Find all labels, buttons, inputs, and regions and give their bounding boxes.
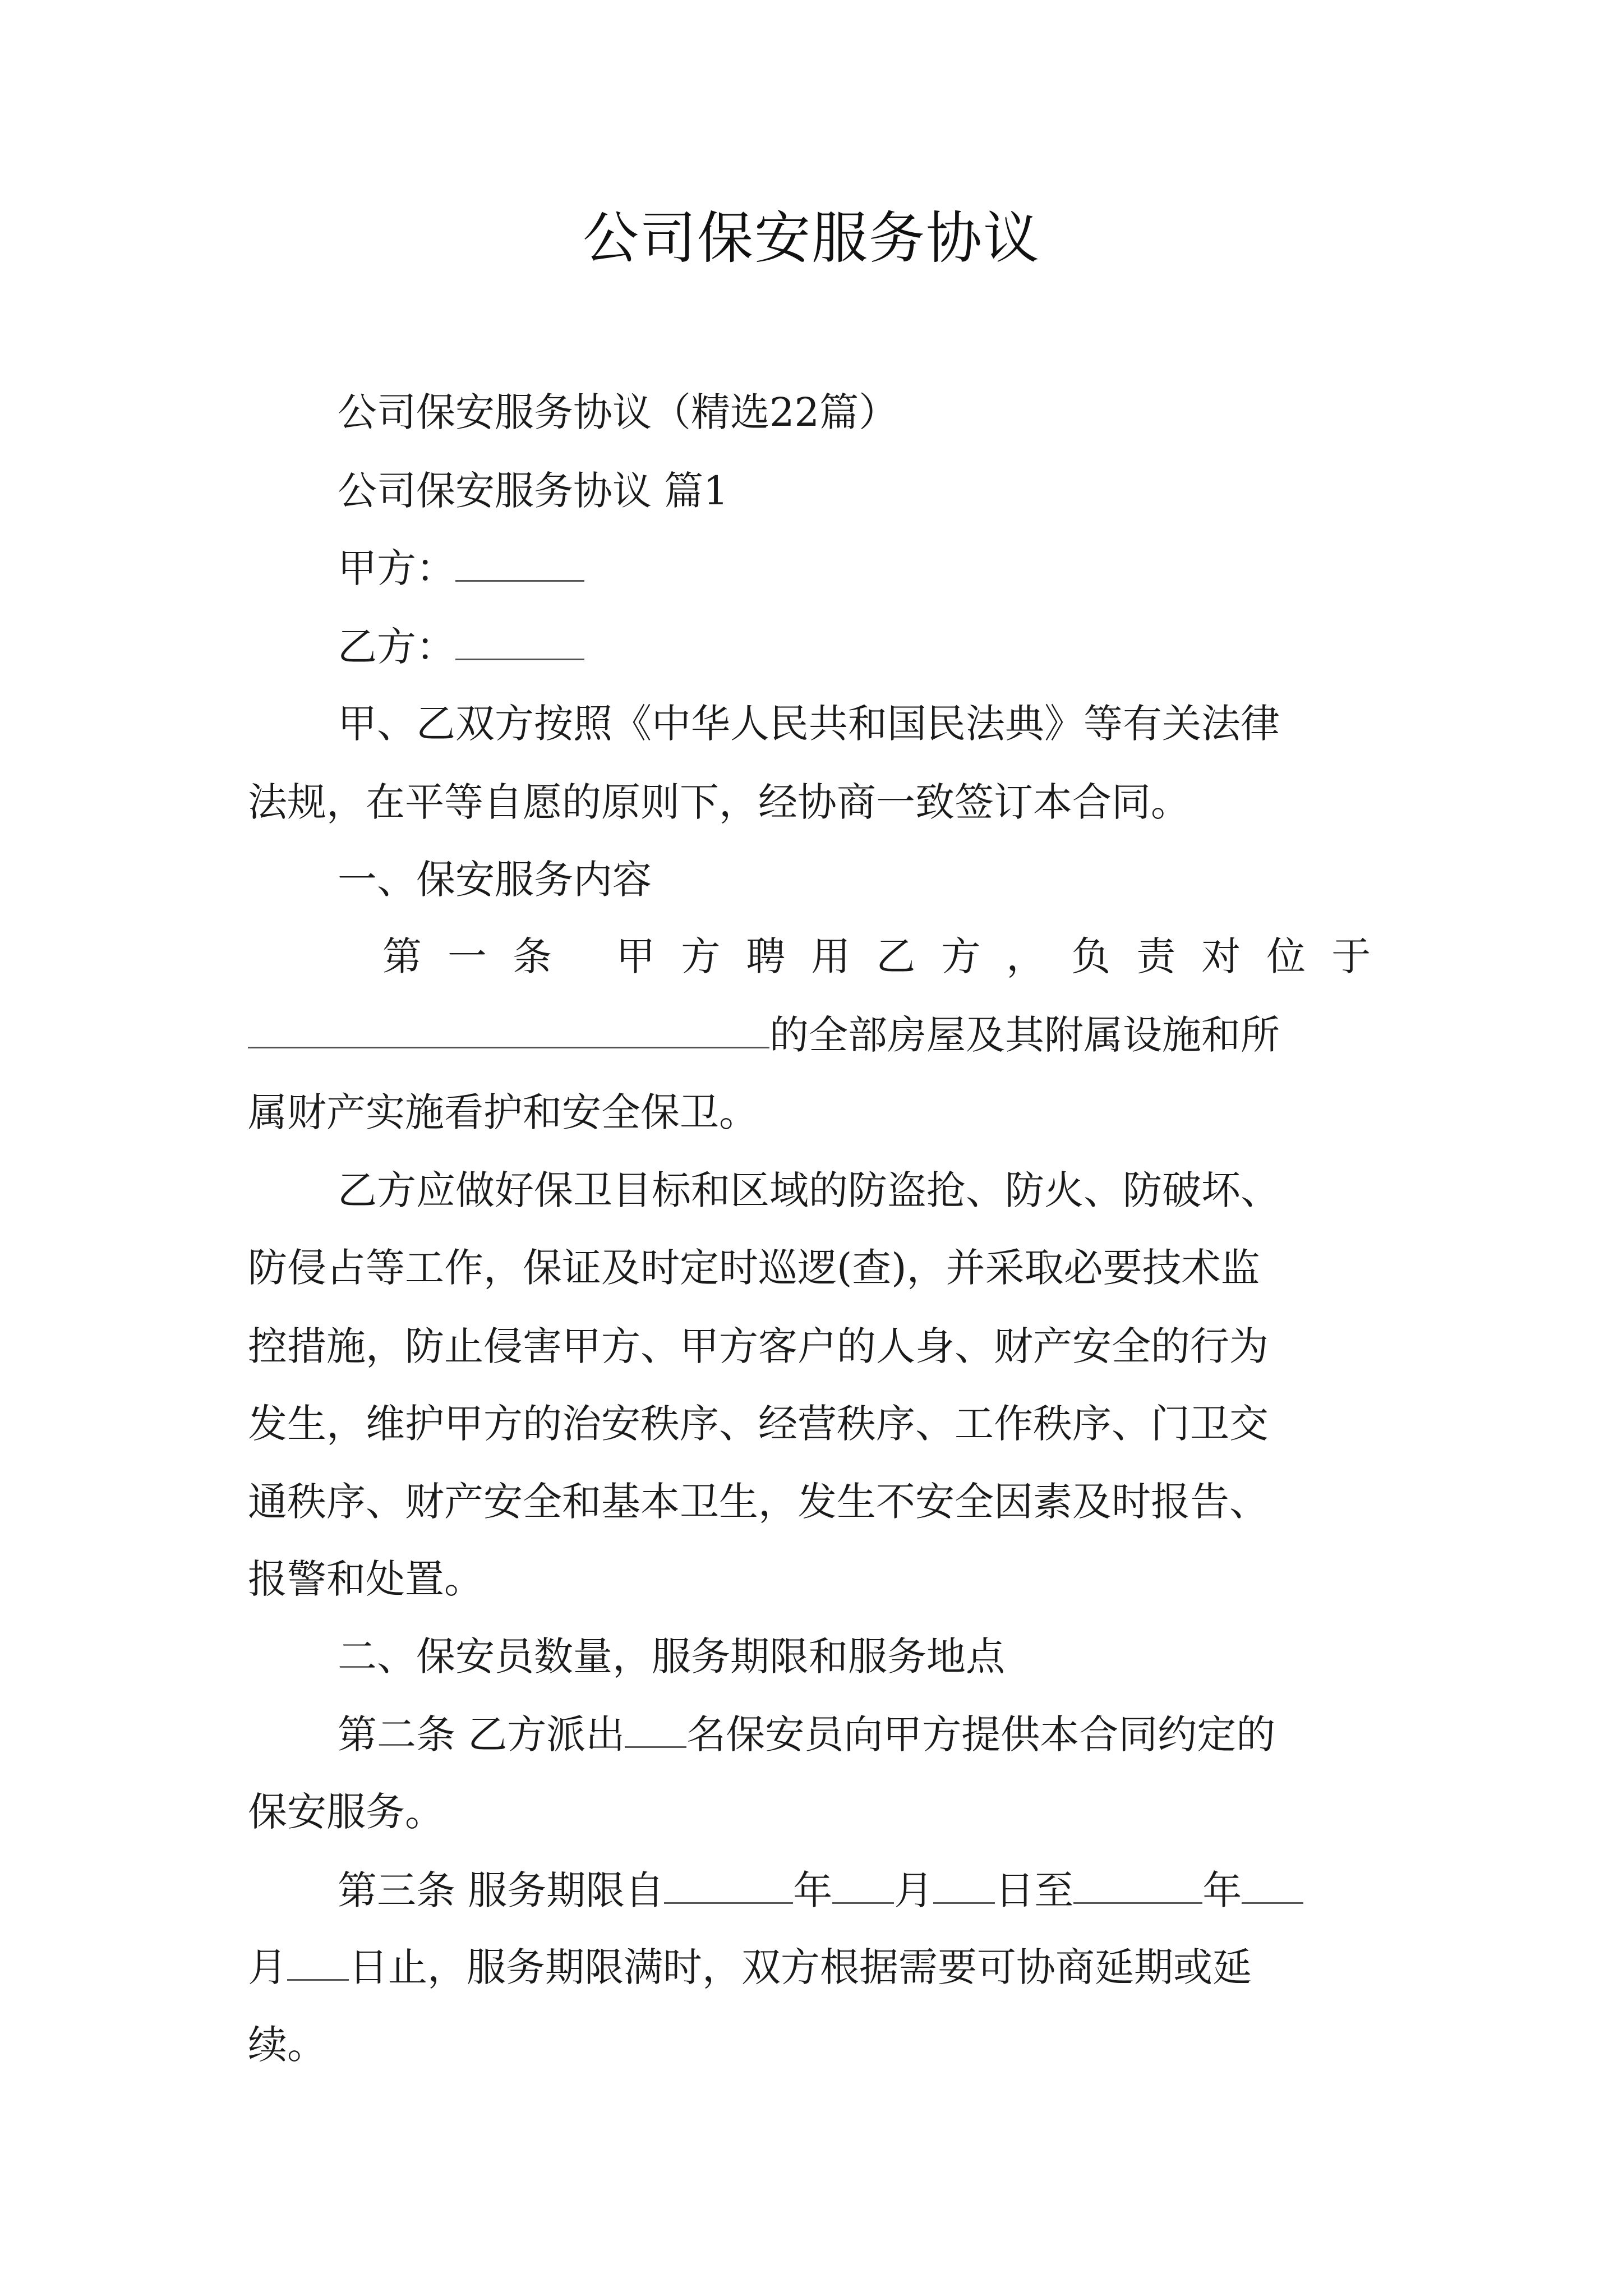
intro-line-1: 甲、乙双方按照《中华人民共和国民法典》等有关法律 xyxy=(338,701,1280,747)
section-heading: 公司保安服务协议 篇1 xyxy=(338,468,728,514)
party-a-blank xyxy=(455,546,584,582)
start-month-label: 月 xyxy=(894,1867,934,1913)
end-month-label: 月 xyxy=(248,1944,287,1990)
article-3-line-2-text: 日止，服务期限满时，双方根据需要可协商延期或延 xyxy=(349,1944,1252,1990)
end-month-blank xyxy=(1242,1869,1303,1904)
end-year-blank xyxy=(1073,1869,1202,1904)
article-1-line-2-text: 的全部房屋及其附属设施和所 xyxy=(769,1012,1280,1058)
party-b-line xyxy=(338,622,584,672)
article-2-line-2: 保安服务。 xyxy=(248,1789,444,1835)
article-3-line-1 xyxy=(338,1865,1303,1916)
article-2-line-1 xyxy=(338,1709,1275,1760)
article-3-line-2 xyxy=(248,1942,1252,1993)
party-a-line xyxy=(338,543,584,593)
paragraph-2-line-1: 乙方应做好保卫目标和区域的防盗抢、防火、防破坏、 xyxy=(338,1167,1280,1213)
document-title: 公司保安服务协议 xyxy=(583,205,1040,271)
paragraph-2-line-6: 报警和处置。 xyxy=(248,1556,483,1602)
party-a-label: 甲方： xyxy=(338,545,455,591)
article-3-text-a: 第三条 服务期限自 xyxy=(338,1867,665,1913)
paragraph-2-line-2: 防侵占等工作，保证及时定时巡逻(查)，并采取必要技术监 xyxy=(248,1245,1260,1291)
article-1-line-3: 属财产实施看护和安全保卫。 xyxy=(248,1089,758,1135)
paragraph-2-line-5: 通秩序、财产安全和基本卫生，发生不安全因素及时报告、 xyxy=(248,1479,1269,1525)
start-year-label: 年 xyxy=(793,1867,833,1913)
start-day-blank xyxy=(933,1869,995,1904)
start-day-label: 日至 xyxy=(995,1867,1074,1913)
article-1-line-2 xyxy=(248,1010,1280,1060)
party-b-label: 乙方： xyxy=(338,624,455,670)
article-2-text-b: 名保安员向甲方提供本合同约定的 xyxy=(686,1711,1276,1757)
heading-1: 一、保安服务内容 xyxy=(338,857,652,903)
start-month-blank xyxy=(832,1869,894,1904)
party-b-blank xyxy=(455,625,584,660)
paragraph-2-line-3: 控措施，防止侵害甲方、甲方客户的人身、财产安全的行为 xyxy=(248,1323,1269,1369)
start-year-blank xyxy=(664,1869,793,1904)
heading-2: 二、保安员数量，服务期限和服务地点 xyxy=(338,1634,1005,1680)
end-year-label: 年 xyxy=(1202,1867,1242,1913)
intro-line-2: 法规，在平等自愿的原则下，经协商一致签订本合同。 xyxy=(248,779,1190,825)
paragraph-2-line-4: 发生，维护甲方的治安秩序、经营秩序、工作秩序、门卫交 xyxy=(248,1401,1269,1447)
article-2-text-a: 第二条 乙方派出 xyxy=(338,1711,625,1757)
end-day-blank xyxy=(287,1945,349,1981)
location-blank xyxy=(248,1013,769,1048)
article-1-line-1: 第一条 甲方聘用乙方，负责对位于 xyxy=(382,933,1397,979)
document-subtitle: 公司保安服务协议（精选22篇） xyxy=(338,389,898,435)
guard-count-blank xyxy=(625,1713,686,1748)
article-3-line-3: 续。 xyxy=(248,2022,326,2068)
